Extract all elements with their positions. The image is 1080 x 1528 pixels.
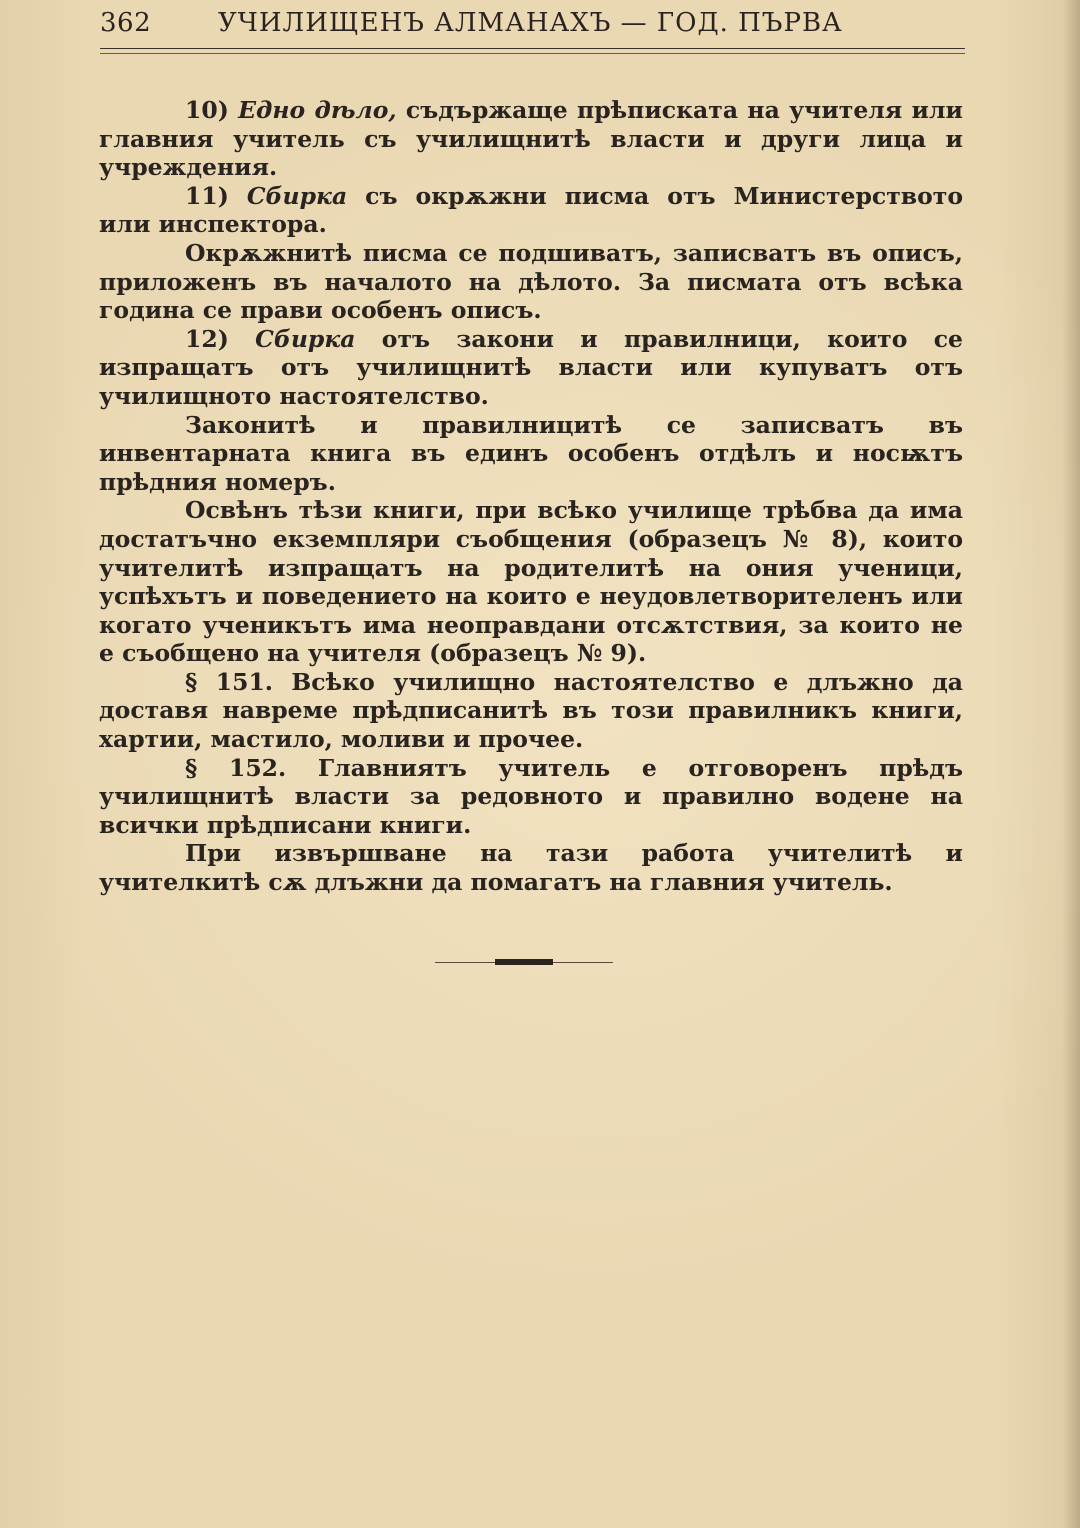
paragraph-text: съ окрѫжни писма отъ Министерството или инспектора.	[99, 181, 963, 239]
paragraph-notices	[99, 496, 963, 668]
item-number: 12)	[185, 324, 256, 353]
running-header	[100, 8, 965, 44]
paragraph-text: § 151. Всѣко училищно настоятелство е длъжно да доставя навреме прѣдписанитѣ въ този правилникъ книги, хартии, мастило, моливи и прочее.	[99, 667, 963, 754]
paragraph-item-12	[99, 325, 963, 411]
paragraph-laws	[99, 411, 963, 497]
paragraph-section-151	[99, 668, 963, 754]
paragraph-text: Окрѫжнитѣ писма се подшиватъ, записватъ въ описъ, приложенъ въ началото на дѣлото. За писмата отъ всѣка година се прави особенъ описъ.	[99, 238, 963, 325]
header-rule	[100, 48, 965, 49]
paragraph-teachers	[99, 839, 963, 896]
running-title: УЧИЛИЩЕНЪ АЛМАНАХЪ — ГОД. ПЪРВА	[218, 8, 843, 38]
item-term: Едно дѣло,	[238, 96, 397, 124]
paragraph-text: Освѣнъ тѣзи книги, при всѣко училище трѣбва да има достатъчно екземпляри съобщения (образецъ № 8), които учителитѣ изпращатъ на родителитѣ на ония ученици, успѣхътъ и поведението на които е неудовлетворителенъ или когато ученикътъ има неоправдани отсѫтствия, за които не е съобщено на учителя (образецъ № 9).	[99, 496, 963, 668]
paragraph-item-11	[99, 182, 963, 239]
paragraph-text: § 152. Главниятъ учитель е отговоренъ прѣдъ училищнитѣ власти за редовното и правилно водене на всички прѣдписани книги.	[99, 753, 963, 839]
item-term: Сбирка	[246, 181, 348, 210]
page-number: 362	[100, 8, 152, 38]
paragraph-item-10	[99, 96, 963, 182]
item-number: 11)	[185, 181, 247, 210]
ornament-thick-bar	[495, 959, 553, 965]
paragraph-text: При извършване на тази работа учителитѣ и учителкитѣ сѫ длъжни да помагатъ на главния учитель.	[99, 839, 963, 897]
header-rule-secondary	[100, 53, 965, 54]
page-edge-shadow	[1062, 0, 1080, 1528]
paragraph-section-152	[99, 754, 963, 840]
paragraph-text: Законитѣ и правилницитѣ се записватъ въ инвентарната книга въ единъ особенъ отдѣлъ и носѭтъ прѣдния номеръ.	[99, 410, 963, 496]
end-ornament	[435, 958, 613, 966]
item-number: 10)	[185, 96, 239, 124]
item-term: Сбирка	[255, 324, 356, 353]
paragraph-circulars	[99, 239, 963, 325]
paragraph-text: отъ закони и правилници, които се изпращатъ отъ училищнитѣ власти или купуватъ отъ училищното настоятелство.	[99, 324, 963, 410]
body-text	[99, 96, 963, 897]
paragraph-text: съдържаще прѣписката на учителя или главния учитель съ училищнитѣ власти и други лица и учреждения.	[99, 96, 963, 182]
